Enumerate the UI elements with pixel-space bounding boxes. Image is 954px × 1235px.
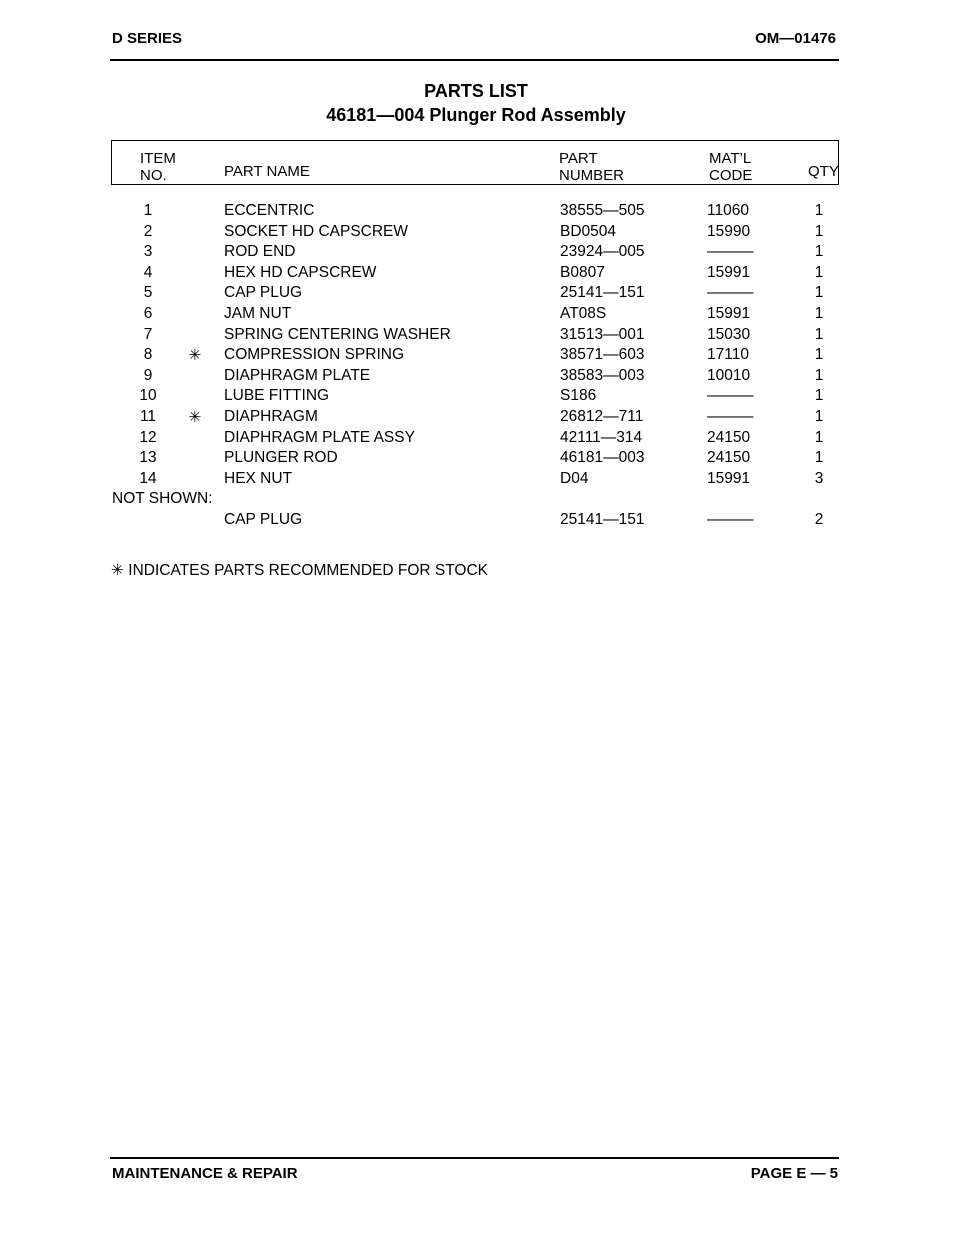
footer-rule: [110, 1157, 839, 1159]
part-name: SOCKET HD CAPSCREW: [224, 222, 409, 240]
item-number: 2: [143, 222, 153, 240]
quantity: 1: [814, 305, 824, 322]
table-row: [0, 346, 954, 366]
part-name: COMPRESSION SPRING: [224, 346, 404, 364]
part-name: DIAPHRAGM PLATE: [224, 366, 371, 384]
part-number: 23924—005: [560, 243, 645, 261]
part-name: CAP PLUG: [224, 511, 303, 528]
part-number: 25141—151: [560, 511, 645, 528]
col-material-code-label: MAT’L CODE: [709, 150, 753, 184]
material-code: 17110: [707, 346, 749, 364]
table-row: [0, 511, 954, 531]
quantity: 1: [814, 408, 824, 425]
footer-page-number: PAGE E — 5: [750, 1165, 838, 1182]
material-code: 15990: [707, 222, 751, 240]
header-manual-number: OM—01476: [755, 30, 836, 47]
part-number: 25141—151: [560, 284, 645, 302]
part-name: SPRING CENTERING WASHER: [224, 325, 451, 343]
table-row: [0, 223, 954, 243]
quantity: 1: [814, 325, 824, 343]
col-part-name-label: PART NAME: [224, 163, 310, 180]
item-number: 10: [139, 387, 157, 405]
material-code: ———: [707, 284, 754, 302]
item-number: 3: [143, 243, 153, 261]
assembly-title: 46181—004 Plunger Rod Assembly: [326, 105, 626, 125]
item-number: 13: [139, 449, 157, 467]
material-code: 24150: [707, 428, 751, 446]
part-number: 31513—001: [560, 325, 645, 343]
table-row: [0, 429, 954, 449]
col-part-number-label: PART NUMBER: [559, 150, 625, 184]
material-code: 24150: [707, 449, 751, 467]
material-code: 15991: [707, 469, 751, 487]
item-number: 7: [143, 325, 153, 343]
part-number: BD0504: [560, 222, 617, 240]
stock-note: ✳ INDICATES PARTS RECOMMENDED FOR STOCK: [111, 562, 488, 579]
quantity: 1: [814, 428, 824, 446]
part-number: S186: [560, 387, 597, 405]
part-number: 42111—314: [560, 428, 643, 446]
part-number: 26812—711: [560, 408, 644, 425]
table-row: [0, 470, 954, 490]
quantity: 1: [814, 202, 824, 219]
part-name: DIAPHRAGM PLATE ASSY: [224, 428, 415, 446]
table-row: [0, 408, 954, 428]
part-name: ECCENTRIC: [224, 202, 315, 219]
table-row: [0, 202, 954, 222]
material-code: 15030: [707, 325, 751, 343]
material-code: 11060: [707, 202, 749, 219]
quantity: 2: [814, 511, 824, 528]
material-code: ———: [707, 387, 754, 405]
part-number: 38583—003: [560, 366, 645, 384]
item-number: 5: [143, 284, 153, 302]
item-number: 4: [143, 263, 153, 281]
part-number: 38555—505: [560, 202, 645, 219]
part-name: PLUNGER ROD: [224, 449, 338, 467]
part-name: DIAPHRAGM: [224, 408, 318, 425]
table-row: [0, 367, 954, 387]
part-name: LUBE FITTING: [224, 387, 330, 405]
quantity: 1: [814, 222, 824, 240]
table-row: [0, 243, 954, 263]
part-number: 38571—603: [560, 346, 645, 364]
quantity: 1: [814, 387, 824, 405]
part-number: B0807: [560, 263, 605, 281]
quantity: 1: [814, 243, 824, 261]
material-code: ———: [707, 243, 754, 261]
item-number: 14: [139, 469, 157, 487]
material-code: 10010: [707, 366, 751, 384]
quantity: 3: [814, 469, 824, 487]
table-row: [0, 284, 954, 304]
item-number: 1: [143, 202, 153, 219]
header-rule: [110, 59, 839, 61]
page-title: PARTS LIST: [424, 81, 528, 101]
part-name: HEX NUT: [224, 469, 293, 487]
item-number: 9: [143, 366, 153, 384]
item-number: 12: [139, 428, 157, 446]
material-code: 15991: [707, 305, 751, 322]
quantity: 1: [814, 263, 824, 281]
part-number: AT08S: [560, 305, 607, 322]
quantity: 1: [814, 366, 824, 384]
column-header-box: [111, 140, 839, 185]
not-shown-label: NOT SHOWN:: [112, 490, 213, 508]
part-number: D04: [560, 469, 589, 487]
table-row: [0, 305, 954, 325]
item-number: 8: [143, 346, 153, 364]
stock-asterisk-icon: ✳: [188, 347, 202, 365]
part-name: HEX HD CAPSCREW: [224, 263, 377, 281]
table-row: [0, 387, 954, 407]
stock-asterisk-icon: ✳: [188, 409, 202, 426]
material-code: ———: [707, 408, 754, 425]
material-code: ———: [707, 511, 754, 528]
col-item-label: ITEM NO.: [140, 150, 176, 184]
part-name: CAP PLUG: [224, 284, 303, 302]
part-name: JAM NUT: [224, 305, 292, 322]
item-number: 11: [139, 408, 157, 425]
table-row: [0, 264, 954, 284]
part-number: 46181—003: [560, 449, 645, 467]
part-name: ROD END: [224, 243, 296, 261]
material-code: 15991: [707, 263, 751, 281]
header-series: D SERIES: [112, 30, 183, 47]
not-shown-heading-row: [0, 490, 954, 510]
table-row: [0, 326, 954, 346]
footer-section: MAINTENANCE & REPAIR: [112, 1165, 298, 1182]
quantity: 1: [814, 284, 824, 302]
quantity: 1: [814, 346, 824, 364]
col-qty-label: QTY: [808, 163, 839, 180]
quantity: 1: [814, 449, 824, 467]
item-number: 6: [143, 305, 153, 322]
table-row: [0, 449, 954, 469]
